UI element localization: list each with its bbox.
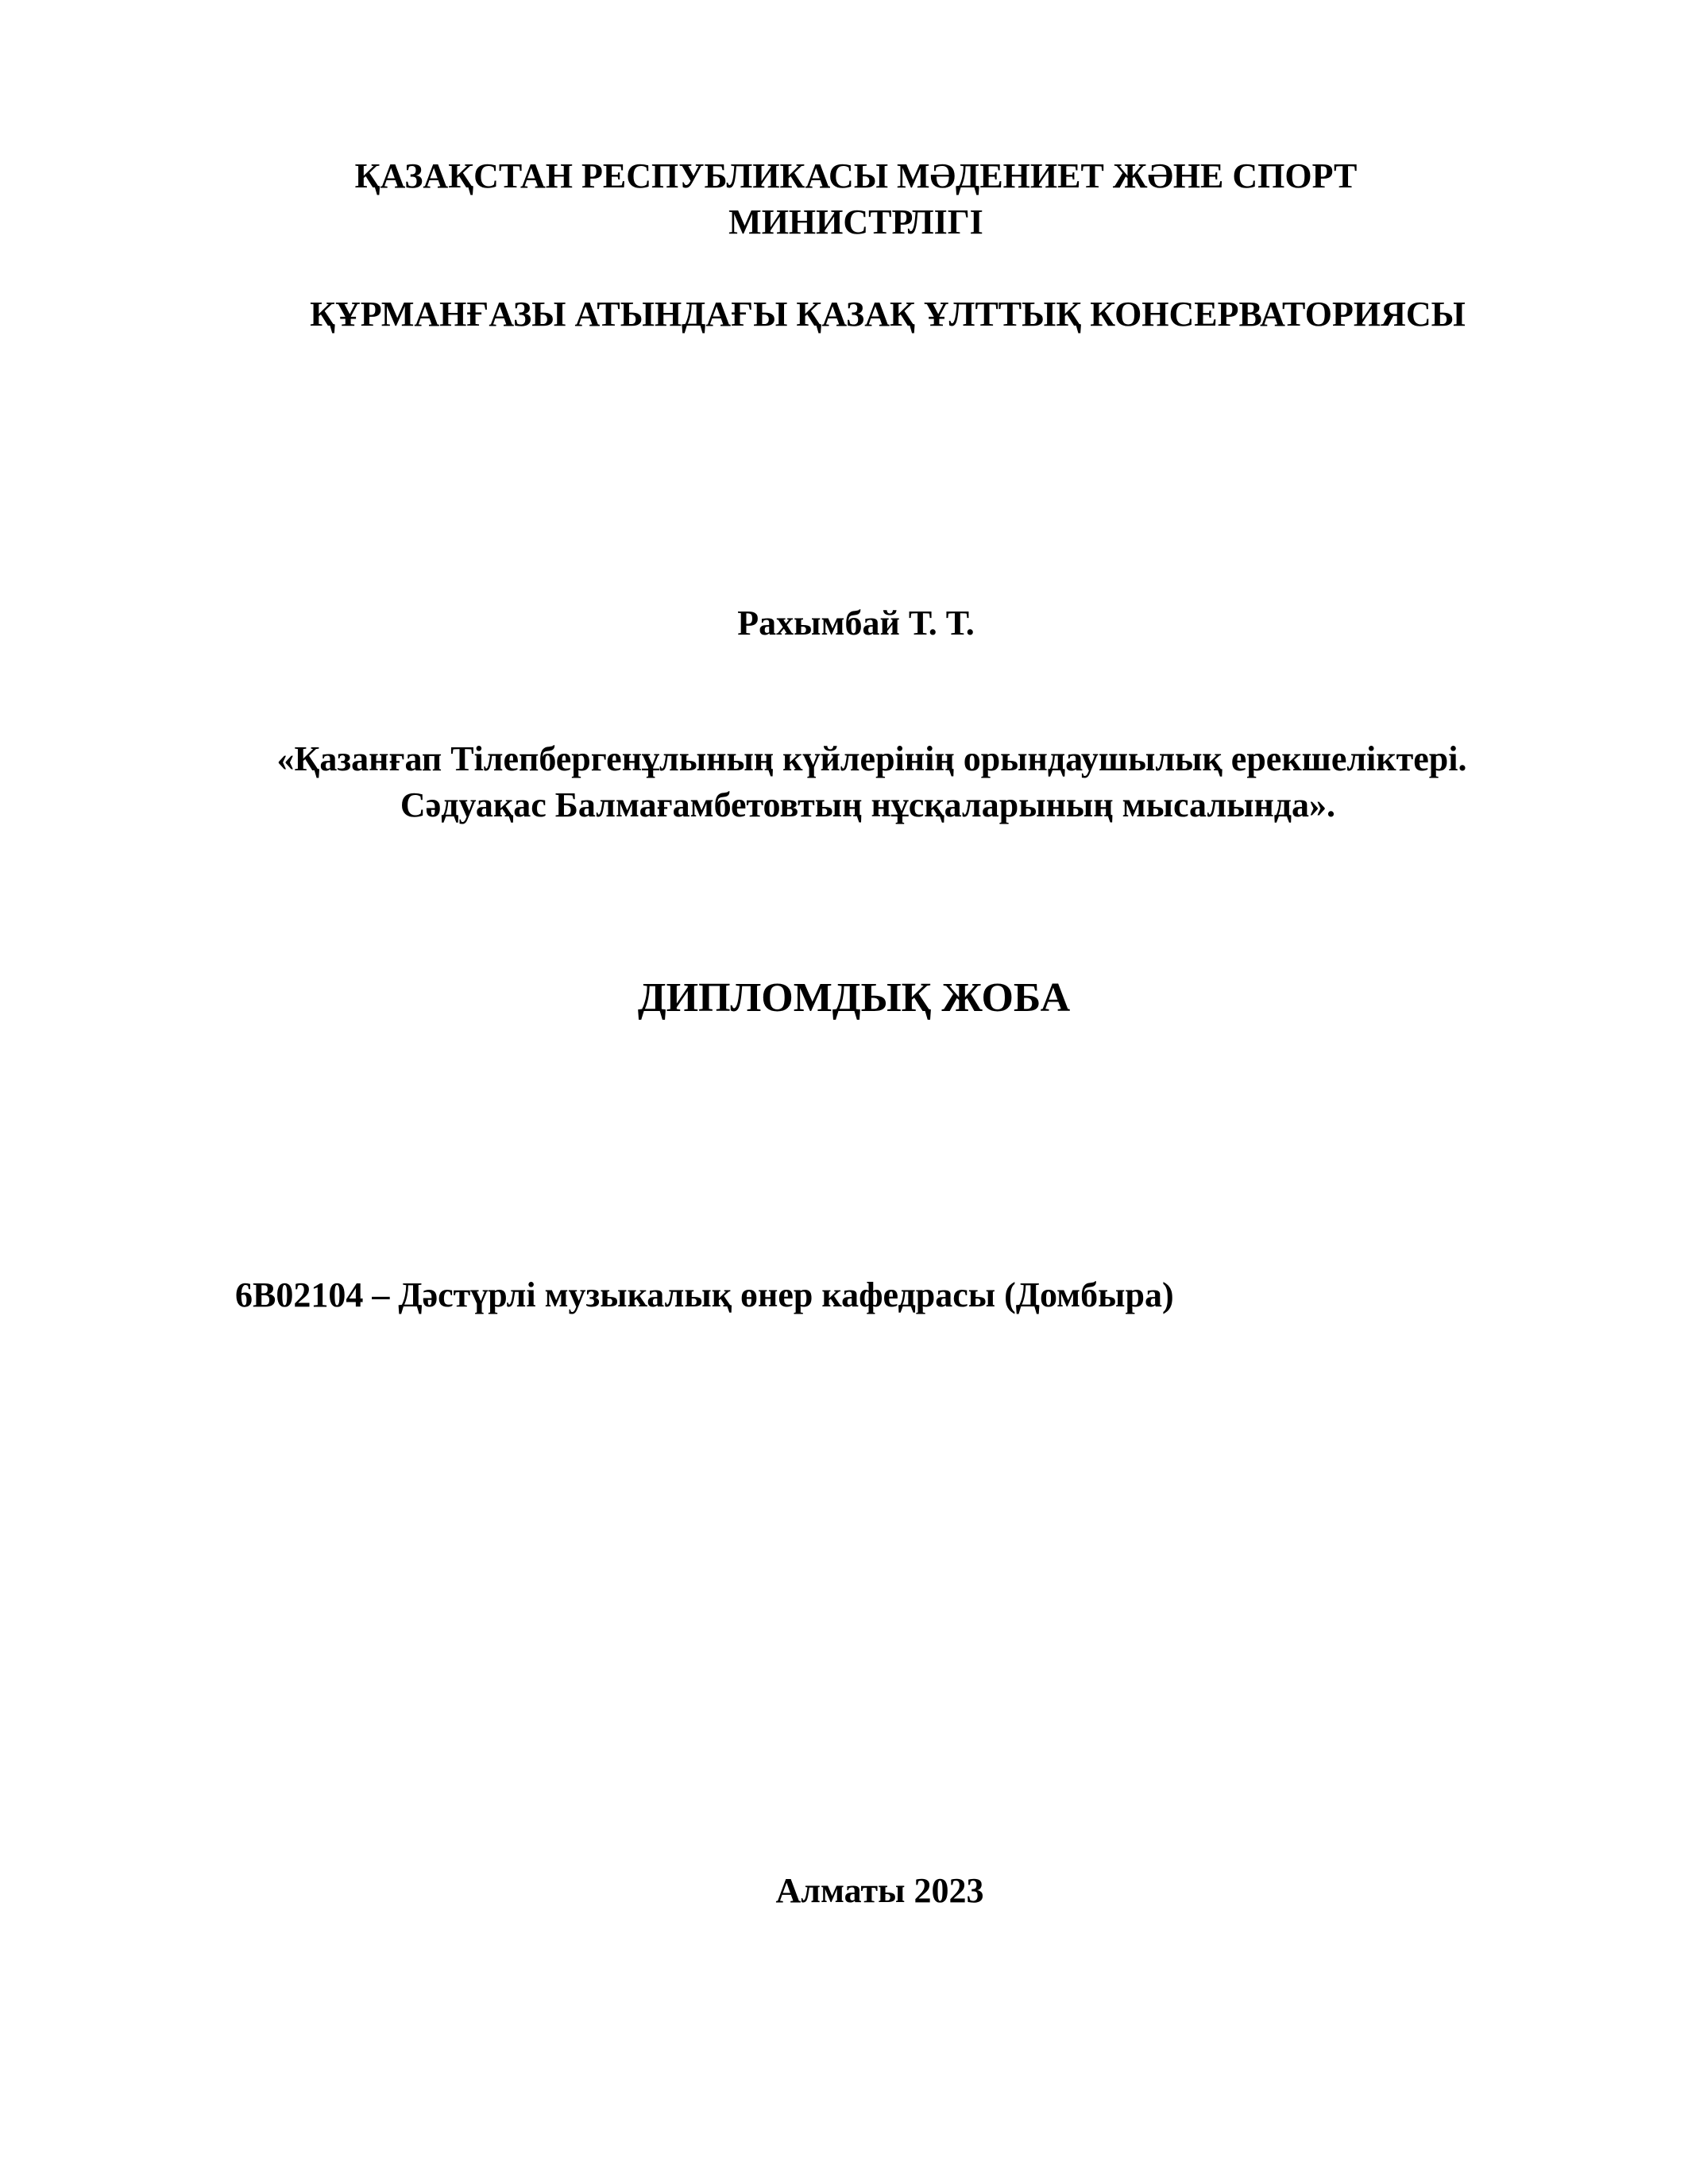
institution-name: ҚҰРМАНҒАЗЫ АТЫНДАҒЫ ҚАЗАҚ ҰЛТТЫҚ КОНСЕРВАТОРИЯСЫ (310, 295, 1466, 334)
project-title-line-1: «Қазанғап Тілепбергенұлының күйлерінің орындаушылық ерекшеліктері. (276, 739, 1467, 778)
author-name: Рахымбай Т. Т. (737, 604, 975, 642)
ministry-line-1: ҚАЗАҚСТАН РЕСПУБЛИКАСЫ МӘДЕНИЕТ ЖӘНЕ СПОРТ (354, 156, 1358, 195)
project-title-line-2: Сәдуақас Балмағамбетовтың нұсқаларының мысалында». (400, 785, 1336, 824)
ministry-line-2: МИНИСТРЛІГІ (728, 203, 983, 241)
city-year: Алматы 2023 (775, 1871, 984, 1910)
document-type-heading: ДИПЛОМДЫҚ ЖОБА (637, 975, 1071, 1021)
department-code: 6В02104 – Дәстүрлі музыкалық өнер кафедрасы (Домбыра) (235, 1275, 1174, 1314)
